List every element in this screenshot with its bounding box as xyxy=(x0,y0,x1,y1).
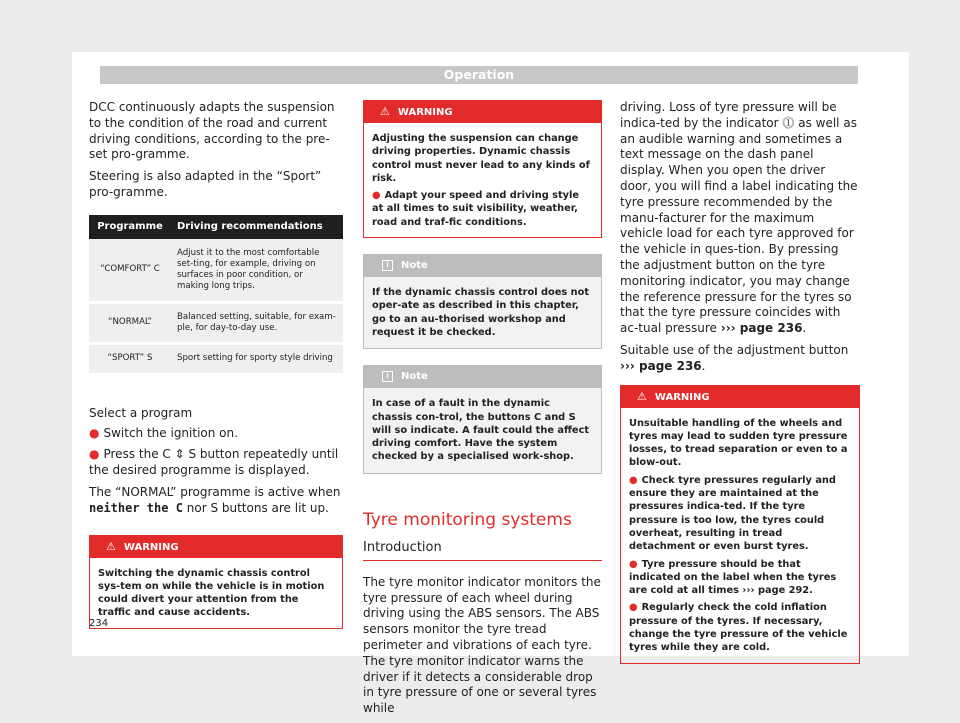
paragraph: Steering is also adapted in the “Sport” pro-gramme. xyxy=(89,169,322,199)
note-box xyxy=(363,254,602,349)
warning-triangle-icon: ⚠ xyxy=(106,539,116,553)
section-subtitle: Introduction xyxy=(363,540,602,561)
warning-box xyxy=(363,100,602,238)
warning-triangle-icon: ⚠ xyxy=(637,389,647,403)
bullet-icon: ● xyxy=(372,190,381,202)
info-icon: i xyxy=(382,260,393,271)
info-icon: i xyxy=(382,371,393,382)
select-program-heading: Select a program xyxy=(89,405,193,420)
note-box xyxy=(363,365,602,473)
table-cell-recommendation: Adjust it to the most comfortable set-ting, for example, driving on surfaces in poor condition, or making long trips. xyxy=(171,239,343,303)
section-title: Tyre monitoring systems xyxy=(363,509,572,530)
page-header: Operation xyxy=(100,66,858,84)
warning-header: ⚠ WARNING xyxy=(364,101,601,123)
paragraph: driving. Loss of tyre pressure will be indica-ted by the indicator ⓵ as well as an audible warning and sometimes a text message on the dash panel display. When you open the driver door, you will find a label indicating the tyre pressure recommended by the manu-facturer for the maximum vehicle load for each tyre approved for the vehicle in ques-tion. By pressing the adjustment button on the tyre monitoring indicator, you may change the reference pressure for the tyres so that the tyre pressure coincides with ac-tual pressure ››› page 236. xyxy=(620,100,858,336)
bullet-icon: ● xyxy=(89,425,100,440)
page-link[interactable]: ››› page 236 xyxy=(720,321,803,336)
table-row xyxy=(89,239,343,303)
table-row xyxy=(89,343,343,374)
warning-header: ⚠ WARNING xyxy=(90,536,342,558)
warning-box xyxy=(620,385,860,664)
warning-header: ⚠ WARNING xyxy=(621,386,859,408)
bullet-icon: ● xyxy=(629,602,638,614)
paragraph: DCC continuously adapts the suspension to the condition of the road and current driving conditions, according to the pre-set pro-gramme. xyxy=(89,100,335,162)
table-cell-programme: “NORMAL” xyxy=(89,302,171,343)
paragraph: The “NORMAL” programme is active when neither the C nor S buttons are lit up. xyxy=(89,484,341,515)
warning-body: Unsuitable handling of the wheels and tyres may lead to sudden tyre pressure losses, to tread separation or even to a blow-out. ● Check tyre pressures regularly and ensure they are maintained at the pressures indica-ted. If the tyre pressure is too low, the tyres could overheat, resulting in tread detachment or even burst tyres. ● Tyre pressure should be that indicated on the label when the tyres are cold at all times ››› page 292. ● Regularly check the cold inflation pressure of the tyres. If necessary, change the tyre pressure of the vehicle tyres while they are cold. xyxy=(629,417,848,654)
table-cell-recommendation: Sport setting for sporty style driving xyxy=(171,343,343,374)
table-cell-programme: “SPORT” S xyxy=(89,343,171,374)
column-1 xyxy=(89,100,343,629)
bullet-icon: ● xyxy=(89,447,100,462)
table-row xyxy=(89,302,343,343)
bullet-item: ● Switch the ignition on. xyxy=(89,425,238,440)
bullet-icon: ● xyxy=(629,558,638,570)
note-header: i Note xyxy=(364,255,601,277)
warning-triangle-icon: ⚠ xyxy=(380,105,390,118)
table-header: Programme xyxy=(89,215,171,239)
column-3 xyxy=(620,100,860,664)
warning-text: Switching the dynamic chassis control sys-tem on while the vehicle is in motion could divert your attention from the traffic and cause accidents. xyxy=(98,567,325,619)
table-header: Driving recommendations xyxy=(171,215,343,239)
warning-body: Adjusting the suspension can change driving properties. Dynamic chassis control must never lead to any kinds of risk. ● Adapt your speed and driving style at all times to suit visibility, weather, road and traf-fic conditions. xyxy=(372,133,590,228)
paragraph: The tyre monitor indicator monitors the tyre pressure of each wheel during driving using the ABS sensors. The ABS sensors monitor the tyre tread perimeter and vibrations of each tyre. The tyre monitor indicator warns the driver if it detects a considerable drop in tyre pressure of one or several tyres while xyxy=(363,574,601,716)
warning-box xyxy=(89,535,343,629)
programme-table xyxy=(89,215,343,376)
page-link[interactable]: ››› page 292 xyxy=(742,585,810,597)
page-number: 234 xyxy=(89,618,109,629)
paragraph: Suitable use of the adjustment button ››› page 236. xyxy=(620,342,849,373)
bullet-icon: ● xyxy=(629,474,638,486)
table-cell-recommendation: Balanced setting, suitable, for exam-ple, for day-to-day use. xyxy=(171,302,343,343)
tyre-pressure-indicator-icon: ⓵ xyxy=(782,115,795,130)
manual-page xyxy=(72,52,909,716)
table-header-row xyxy=(89,215,343,239)
note-header: i Note xyxy=(364,366,601,388)
column-2 xyxy=(363,100,602,723)
note-text: In case of a fault in the dynamic chassis con-trol, the buttons C and S will so indicate. A fault could the affect driving comfort. Have the system checked by a specialised work-shop. xyxy=(372,398,590,463)
table-cell-programme: “COMFORT” C xyxy=(89,239,171,303)
note-text: If the dynamic chassis control does not oper-ate as described in this chapter, go to an au-thorised workshop and request it be checked. xyxy=(372,287,589,338)
bullet-item: ● Press the C ⇕ S button repeatedly until the desired programme is displayed. xyxy=(89,447,339,478)
page-link[interactable]: ››› page 236 xyxy=(620,358,702,373)
